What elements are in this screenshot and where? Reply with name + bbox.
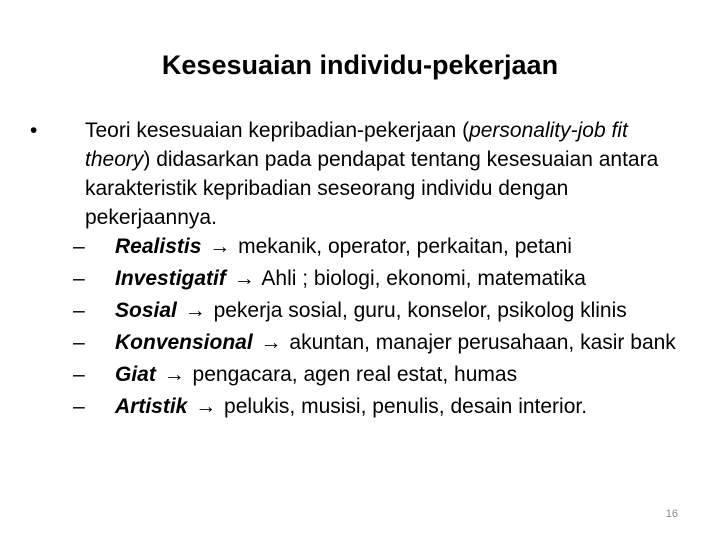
personality-type: Realistis <box>115 235 202 258</box>
main-bullet-part1: Teori kesesuaian kepribadian-pekerjaan ( <box>85 119 470 142</box>
personality-type: Konvensional <box>115 331 253 354</box>
personality-type: Investigatif <box>115 267 226 290</box>
dash-marker: – <box>73 363 85 386</box>
dash-marker: – <box>73 299 85 322</box>
dash-marker: – <box>73 395 85 418</box>
main-bullet-italic: personality-job fit theory <box>85 119 628 171</box>
arrow-icon: → <box>209 235 231 258</box>
type-description: akuntan, manajer perusahaan, kasir bank <box>289 331 676 354</box>
personality-type: Artistik <box>115 395 188 418</box>
sub-bullet-item <box>73 331 685 354</box>
sub-bullet-item <box>73 299 685 322</box>
type-description: pengacara, agen real estat, humas <box>192 363 518 386</box>
bullet-marker: • <box>30 119 38 142</box>
type-description: Ahli ; biologi, ekonomi, matematika <box>261 267 586 290</box>
arrow-icon: → <box>195 395 217 418</box>
sub-bullet-list <box>73 235 685 427</box>
personality-type: Sosial <box>115 299 177 322</box>
dash-marker: – <box>73 267 85 290</box>
arrow-icon: → <box>260 331 282 354</box>
type-description: pekerja sosial, guru, konselor, psikolog klinis <box>213 299 627 322</box>
personality-type: Giat <box>115 363 156 386</box>
arrow-icon: → <box>233 267 255 290</box>
arrow-icon: → <box>184 299 206 322</box>
sub-bullet-item <box>73 363 685 386</box>
arrow-icon: → <box>163 363 185 386</box>
sub-bullet-item <box>73 395 685 418</box>
type-description: pelukis, musisi, penulis, desain interior. <box>224 395 588 418</box>
slide-title: Kesesuaian individu-pekerjaan <box>161 50 559 80</box>
dash-marker: – <box>73 331 85 354</box>
page-number: 16 <box>665 508 678 520</box>
sub-bullet-item <box>73 235 685 258</box>
main-bullet-text <box>85 116 690 232</box>
sub-bullet-item <box>73 267 685 290</box>
main-bullet-part2: ) didasarkan pada pendapat tentang kesesuaian antara karakteristik kepribadian seseorang individu dengan pekerjaannya. <box>85 148 659 229</box>
type-description: mekanik, operator, perkaitan, petani <box>238 235 572 258</box>
dash-marker: – <box>73 235 85 258</box>
